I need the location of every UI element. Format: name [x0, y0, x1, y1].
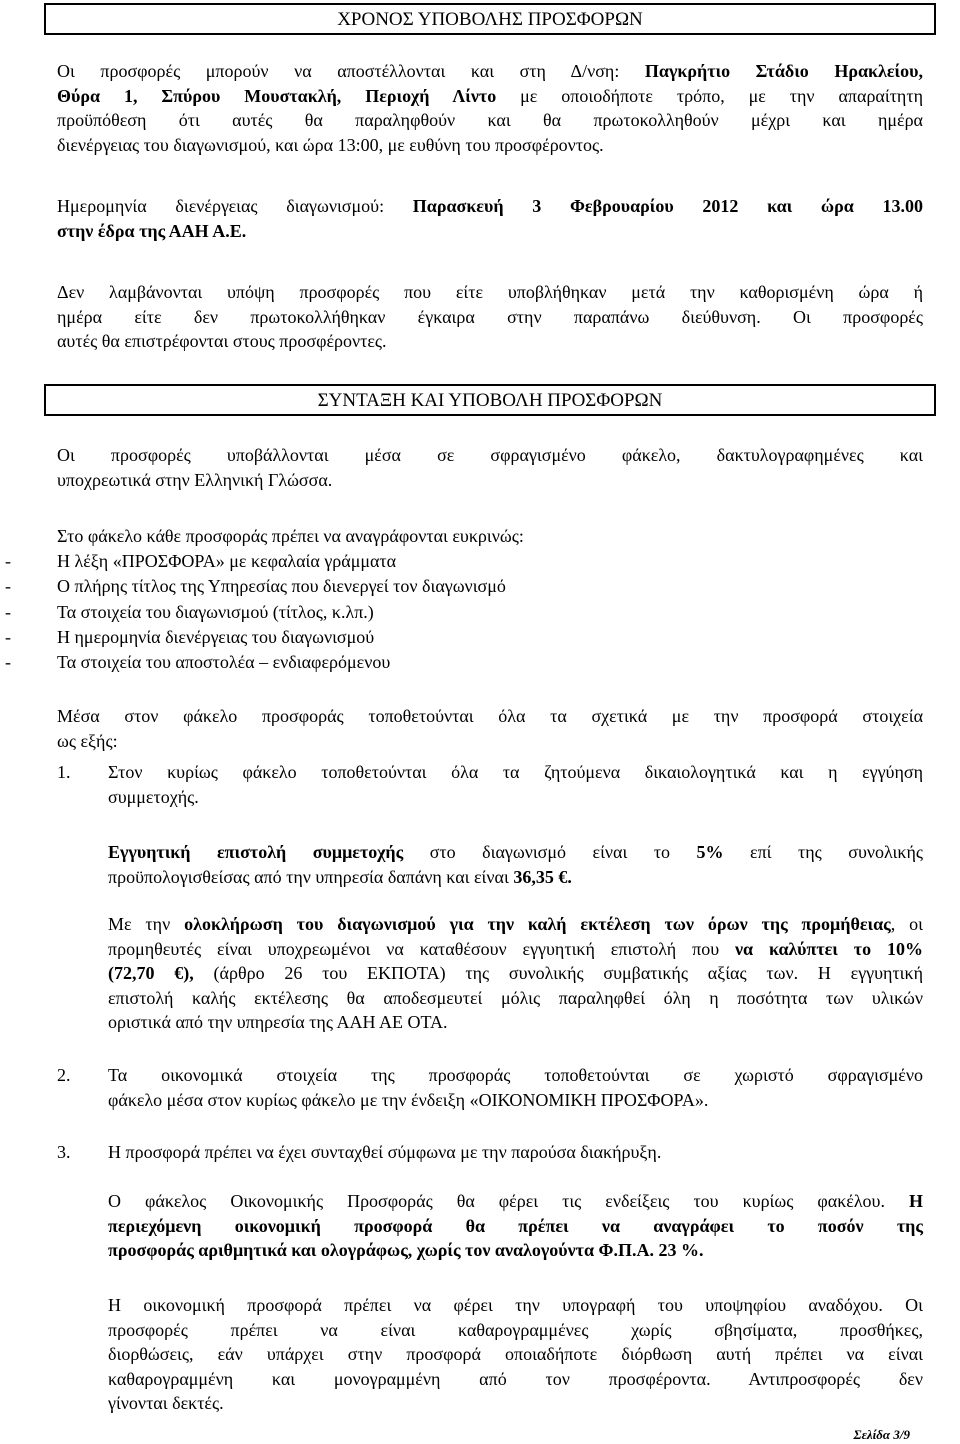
- line: Στο φάκελο κάθε προσφοράς πρέπει να αναγράφονται ευκρινώς:: [57, 526, 524, 546]
- item-number: 3.: [57, 1142, 71, 1162]
- section-heading-submission-time: ΧΡΟΝΟΣ ΥΠΟΒΟΛΗΣ ΠΡΟΣΦΟΡΩΝ: [44, 3, 936, 35]
- line: [57, 84, 923, 109]
- line: Στον κυρίως φάκελο τοποθετούνται όλα τα ζητούμενα δικαιολογητικά και η εγγύηση: [108, 762, 923, 782]
- paragraph-performance-guarantee: [108, 912, 923, 1035]
- line: διενέργειας του διαγωνισμού, και ώρα 13:00, με ευθύνη του προσφέροντος.: [57, 134, 604, 155]
- text: Οι προσφορές μπορούν να αποστέλλονται και στη Δ/νση:: [57, 61, 645, 81]
- line: οριστικά από την υπηρεσία της ΑΑΗ ΑΕ ΟΤΑ.: [108, 1012, 448, 1032]
- list-item: [0, 600, 960, 625]
- text: Με την: [108, 914, 185, 934]
- line: [108, 1189, 923, 1214]
- line: αυτές θα επιστρέφονται στους προσφέροντες.: [57, 331, 387, 351]
- line: διορθώσεις, εάν υπάρχει στην προσφορά οποιαδήποτε διόρθωση αυτή πρέπει να είναι: [108, 1344, 923, 1364]
- paragraph-submission-address: [57, 59, 923, 157]
- line: [108, 912, 923, 937]
- line: περιεχόμενη οικονομική προσφορά θα πρέπει να αναγράφει το ποσόν της: [108, 1215, 923, 1236]
- list-item-text: Τα στοιχεία του διαγωνισμού (τίτλος, κ.λπ.): [57, 602, 374, 622]
- line: ως εξής:: [57, 730, 118, 751]
- line: Τα οικονομικά στοιχεία της προσφοράς τοποθετούνται σε χωριστό σφραγισμένο: [108, 1065, 923, 1085]
- text-bold: Η: [908, 1191, 923, 1211]
- text: προμηθευτές είναι υποχρεωμένοι να καταθέσουν εγγυητική επιστολή που: [108, 938, 736, 959]
- list-item-text: Τα στοιχεία του αποστολέα – ενδιαφερόμενου: [57, 652, 391, 672]
- list-item: [0, 625, 960, 650]
- item-number: 2.: [57, 1065, 71, 1085]
- text: , οι: [890, 914, 923, 934]
- text: με οποιοδήποτε τρόπο, με την απαραίτητη: [496, 85, 923, 106]
- amount-bold: 36,35 €.: [513, 866, 572, 887]
- date-bold: Παρασκευή 3 Φεβρουαρίου 2012 και ώρα 13.00: [412, 196, 923, 216]
- dash-bullet: -: [5, 602, 11, 622]
- item-text: [108, 1140, 923, 1165]
- section-heading-preparation: ΣΥΝΤΑΞΗ ΚΑΙ ΥΠΟΒΟΛΗ ΠΡΟΣΦΟΡΩΝ: [44, 384, 936, 416]
- line: [108, 865, 923, 890]
- text-bold: ολοκλήρωση του διαγωνισμού για την καλή εκτέλεση των όρων της προμήθειας: [184, 914, 891, 934]
- dash-bullet: -: [5, 627, 11, 647]
- line: προσφορές πρέπει να είναι καθαρογραμμένες χωρίς σβησίματα, προσθήκες,: [108, 1319, 923, 1340]
- paragraph-sealed-envelope: [57, 443, 923, 492]
- line: [108, 961, 923, 986]
- line: συμμετοχής.: [108, 786, 199, 807]
- item-number: 1.: [57, 762, 71, 782]
- line: προϋπόθεση ότι αυτές θα παραληφθούν και θα πρωτοκολληθούν μέχρι και ημέρα: [57, 110, 923, 130]
- line: [57, 219, 923, 244]
- list-item: [0, 650, 960, 675]
- percent-bold: 5%: [696, 842, 724, 862]
- line: επιστολή καλής εκτέλεσης θα αποδεσμευτεί μόλις παραληφθεί όλη η ποσότητα των υλικών: [108, 987, 923, 1008]
- address-bold: Παγκρήτιο Στάδιο Ηρακλείου,: [644, 61, 923, 81]
- page-number: Σελίδα 3/9: [853, 1427, 910, 1442]
- line: υποχρεωτικά στην Ελληνική Γλώσσα.: [57, 469, 333, 490]
- list-item: [0, 549, 960, 574]
- text-bold: να καλύπτει το 10%: [735, 938, 923, 959]
- text: προϋπολογισθείσας από την υπηρεσία δαπάνη και είναι: [108, 866, 514, 887]
- line: γίνονται δεκτές.: [108, 1393, 224, 1413]
- line: ημέρα είτε δεν πρωτοκολλήθηκαν έγκαιρα στην παραπάνω διεύθυνση. Οι προσφορές: [57, 306, 923, 327]
- address-bold: Θύρα 1, Σπύρου Μουστακλή, Περιοχή Λίντο: [57, 85, 497, 106]
- text: (άρθρο 26 του ΕΚΠΟΤΑ) της συνολικής συμβατικής αξίας των. Η εγγυητική: [193, 963, 924, 983]
- text: Ημερομηνία διενέργειας διαγωνισμού:: [57, 196, 413, 216]
- line: προσφοράς αριθμητικά και ολογράφως, χωρίς τον αναλογούντα Φ.Π.Α. 23 %.: [108, 1240, 704, 1260]
- paragraph-signature-requirements: [108, 1293, 923, 1416]
- line: Μέσα στον φάκελο προσφοράς τοποθετούνται όλα τα σχετικά με την προσφορά στοιχεία: [57, 706, 923, 726]
- line: Οι προσφορές υποβάλλονται μέσα σε σφραγισμένο φάκελο, δακτυλογραφημένες και: [57, 445, 923, 465]
- paragraph-financial-envelope: [108, 1189, 923, 1263]
- line: Η προσφορά πρέπει να έχει συνταχθεί σύμφωνα με την παρούσα διακήρυξη.: [108, 1142, 662, 1162]
- amount-bold: (72,70 €),: [108, 963, 194, 983]
- paragraph-participation-guarantee: [108, 840, 923, 889]
- dash-bullet: -: [5, 576, 11, 596]
- text-bold: Εγγυητική επιστολή συμμετοχής: [108, 842, 404, 862]
- list-item-text: Η ημερομηνία διενέργειας του διαγωνισμού: [57, 627, 375, 647]
- line: φάκελο μέσα στον κυρίως φάκελο με την ένδειξη «ΟΙΚΟΝΟΜΙΚΗ ΠΡΟΣΦΟΡΑ».: [108, 1089, 709, 1110]
- item-text: [108, 1063, 923, 1112]
- paragraph-late-offers: [57, 280, 923, 354]
- line: Δεν λαμβάνονται υπόψη προσφορές που είτε υποβλήθηκαν μετά την καθορισμένη ώρα ή: [57, 282, 923, 302]
- paragraph-envelope-contents: [57, 704, 923, 753]
- line: καθαρογραμμένη και μονογραμμένη από τον προσφέροντα. Αντιπροσφορές δεν: [108, 1368, 923, 1389]
- line: [57, 194, 923, 219]
- dash-bullet: -: [5, 652, 11, 672]
- line: Η οικονομική προσφορά πρέπει να φέρει την υπογραφή του υποψηφίου αναδόχου. Οι: [108, 1295, 923, 1315]
- paragraph-tender-date: [57, 194, 923, 243]
- text: στο διαγωνισμό είναι το: [403, 842, 697, 862]
- list-item-text: Η λέξη «ΠΡΟΣΦΟΡΑ» με κεφαλαία γράμματα: [57, 551, 397, 571]
- list-item-text: Ο πλήρης τίτλος της Υπηρεσίας που διενεργεί τον διαγωνισμό: [57, 576, 506, 596]
- item-text: [108, 760, 923, 809]
- list-item: [0, 574, 960, 599]
- envelope-intro: [57, 524, 923, 549]
- venue-bold: στην έδρα της ΑΑΗ Α.Ε.: [57, 220, 247, 241]
- text: επί της συνολικής: [723, 842, 923, 862]
- text: Ο φάκελος Οικονομικής Προσφοράς θα φέρει τις ενδείξεις του κυρίως φακέλου.: [108, 1191, 909, 1211]
- line: [108, 937, 923, 962]
- line: [57, 59, 923, 84]
- line: [108, 840, 923, 865]
- dash-bullet: -: [5, 551, 11, 571]
